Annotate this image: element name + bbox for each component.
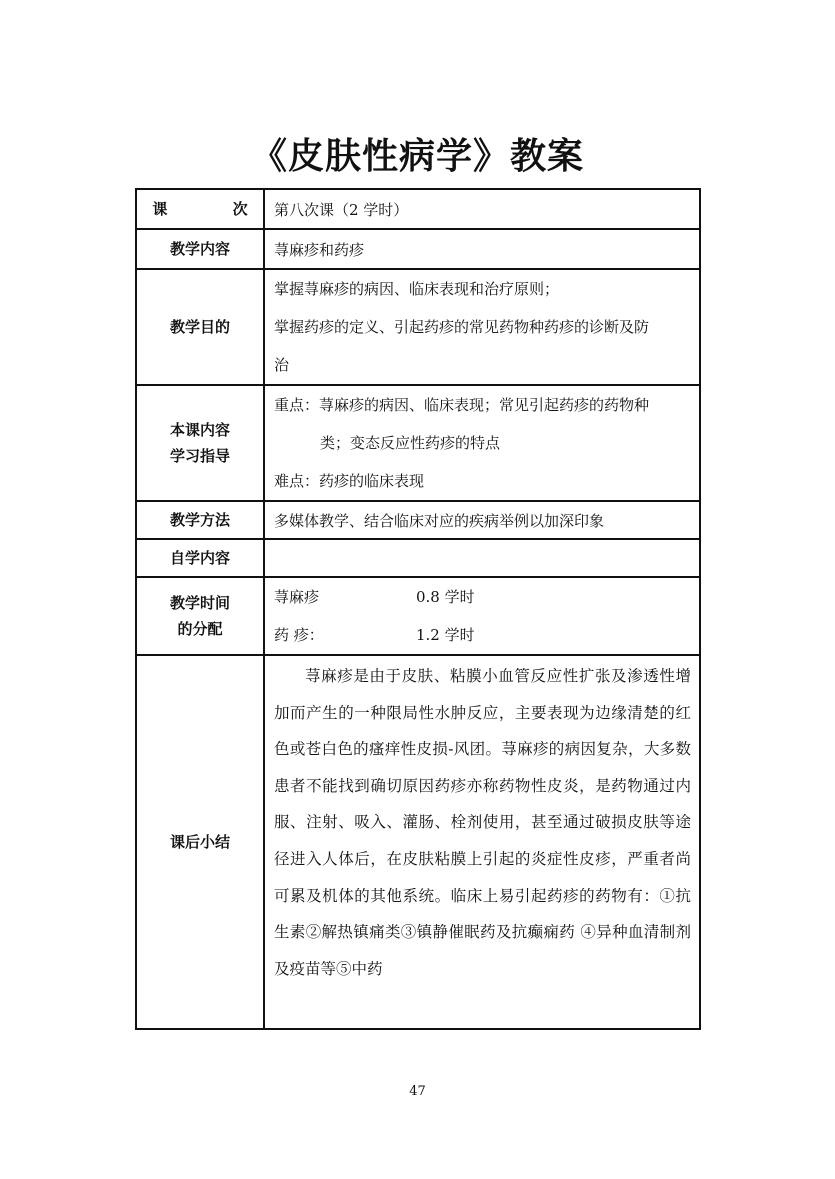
value-time: [264, 577, 700, 655]
label-time-line2: 的分配: [177, 620, 223, 638]
label-content: 教学内容: [136, 229, 264, 269]
row-content: [136, 229, 700, 269]
label-time: [136, 577, 264, 655]
lesson-plan-table: [135, 188, 701, 1030]
label-guide-line1: 本课内容: [169, 421, 230, 439]
summary-text: 荨麻疹是由于皮肤、粘膜小血管反应性扩张及渗透性增加而产生的一种限局性水肿反应，主要表现为边缘清楚的红色或苍白色的瘙痒性皮损-风团。荨麻疹的病因复杂，大多数患者不能找到确切原因药疹亦称药物性皮炎，是药物通过内服、注射、吸入、灌肠、栓剂使用，甚至通过破损皮肤等途径进入人体后，在皮肤粘膜上引起的炎症性皮疹，严重者尚可累及机体的其他系统。临床上易引起药疹的药物有：①抗生素②解热镇痛类③镇静催眠药及抗癫痫药 ④异种血清制剂及疫苗等⑤中药: [274, 667, 691, 978]
guide-line: 重点：荨麻疹的病因、临床表现；常见引起药疹的药物种: [274, 396, 650, 414]
label-summary: 课后小结: [136, 655, 264, 1029]
row-summary: [136, 655, 700, 1029]
time-item: [274, 578, 691, 616]
label-guide: [136, 385, 264, 501]
goal-line: 治: [274, 356, 290, 374]
value-guide: [264, 385, 700, 501]
value-lesson: 第八次课（2 学时）: [264, 189, 700, 229]
row-goals: [136, 269, 700, 385]
guide-line: 类；变态反应性药疹的特点: [320, 434, 501, 452]
value-self-study: [264, 539, 700, 577]
row-lesson: [136, 189, 700, 229]
time-item-hours: 0.8 学时: [416, 588, 475, 606]
label-lesson: [136, 189, 278, 229]
page-title: 《皮肤性病学》教案: [250, 136, 584, 177]
row-self-study: [136, 539, 700, 577]
page-number: 47: [409, 1084, 426, 1099]
value-summary: [264, 655, 700, 1029]
value-method: 多媒体教学、结合临床对应的疾病举例以加深印象: [264, 501, 700, 539]
label-goals: 教学目的: [136, 269, 264, 385]
time-item-name: 荨麻疹: [274, 588, 320, 606]
row-guide: [136, 385, 700, 501]
value-goals: [264, 269, 700, 385]
guide-line: 难点：药疹的临床表现: [274, 472, 425, 490]
value-content: 荨麻疹和药疹: [264, 229, 700, 269]
goal-line: 掌握药疹的定义、引起药疹的常见药物种药疹的诊断及防: [274, 318, 650, 336]
time-item-name: 药 疹：: [274, 626, 324, 644]
label-method: 教学方法: [136, 501, 264, 539]
time-item: [274, 616, 691, 654]
row-method: [136, 501, 700, 539]
row-time: [136, 577, 700, 655]
label-guide-line2: 学习指导: [169, 447, 230, 465]
label-self-study: 自学内容: [136, 539, 264, 577]
label-lesson-text: 课 次: [152, 200, 278, 218]
goal-line: 掌握荨麻疹的病因、临床表现和治疗原则；: [274, 280, 560, 298]
label-time-line1: 教学时间: [169, 594, 230, 612]
time-item-hours: 1.2 学时: [416, 626, 475, 644]
